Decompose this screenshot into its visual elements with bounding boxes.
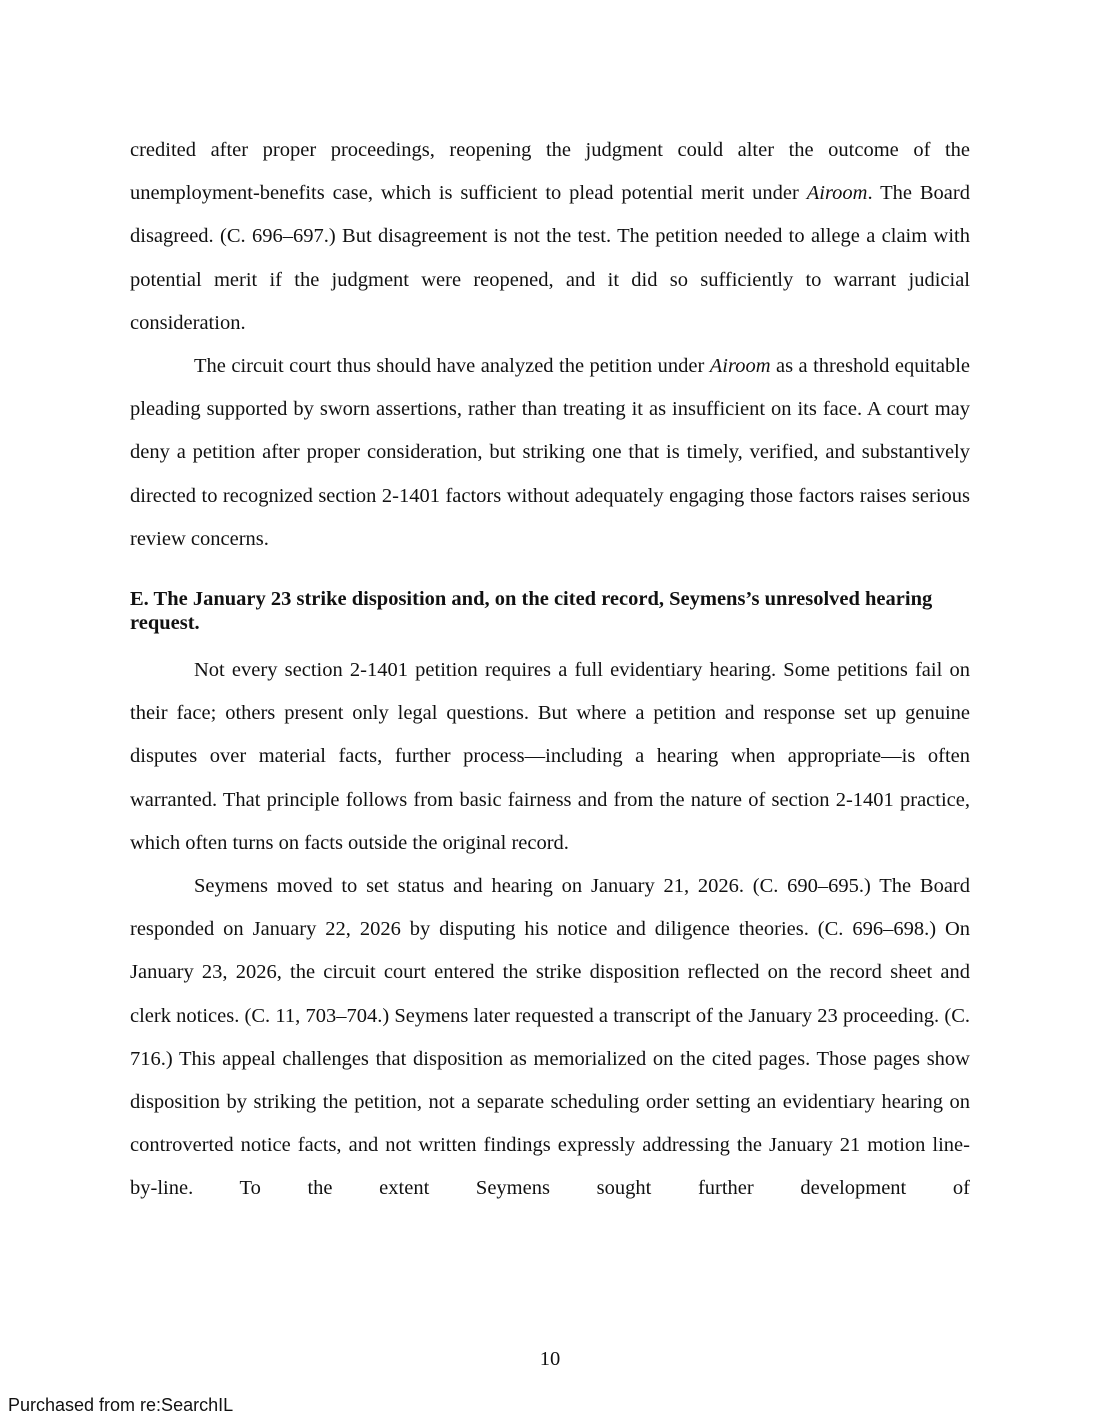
document-body <box>130 129 970 1211</box>
paragraph-text: as a threshold equitable pleading supported by sworn assertions, rather than treating it as insufficient on its face. A court may deny a petition after proper consideration, but striking one that is timely, verified, and substantively directed to recognized section 2-1401 factors without adequately engaging those factors raises serious review concerns. <box>130 355 971 550</box>
paragraph-hearing-principle: Not every section 2-1401 petition requires a full evidentiary hearing. Some petitions fail on their face; others present only legal questions. But where a petition and response set up genuine disputes over material facts, further process—including a hearing when appropriate—is often warranted. That principle follows from basic fairness and from the nature of section 2-1401 practice, which often turns on facts outside the original record. <box>130 659 970 854</box>
paragraph-text: The circuit court thus should have analyzed the petition under <box>194 355 710 378</box>
paragraph-text: . The Board disagreed. (C. 696–697.) But disagreement is not the test. The petition needed to allege a claim with potential merit if the judgment were reopened, and it did so sufficiently to warrant judicial consideration. <box>130 182 970 334</box>
section-heading-e: E. The January 23 strike disposition and, on the cited record, Seymens’s unresolved hearing request. <box>130 588 933 635</box>
paragraph-airoom-analysis <box>130 345 970 561</box>
paragraph-text: credited after proper proceedings, reopening the judgment could alter the outcome of the unemployment-benefits case, which is sufficient to plead potential merit under <box>130 139 970 205</box>
case-name-italic: Airoom <box>709 355 771 378</box>
case-name-italic: Airoom <box>806 182 868 205</box>
footer-watermark-text: Purchased from re:SearchIL <box>8 1395 234 1415</box>
page-number: 10 <box>539 1348 561 1370</box>
paragraph-continued <box>130 129 970 345</box>
paragraph-procedural-history: Seymens moved to set status and hearing on January 21, 2026. (C. 690–695.) The Board responded on January 22, 2026 by disputing his notice and diligence theories. (C. 696–698.) On January 23, 2026, the circuit court entered the strike disposition reflected on the record sheet and clerk notices. (C. 11, 703–704.) Seymens later requested a transcript of the January 23 proceeding. (C. 716.) This appeal challenges that disposition as memorialized on the cited pages. Those pages show disposition by striking the petition, not a separate scheduling order setting an evidentiary hearing on controverted notice facts, and not written findings expressly addressing the January 21 motion line-by-line. To the extent Seymens sought further development of <box>130 875 970 1200</box>
